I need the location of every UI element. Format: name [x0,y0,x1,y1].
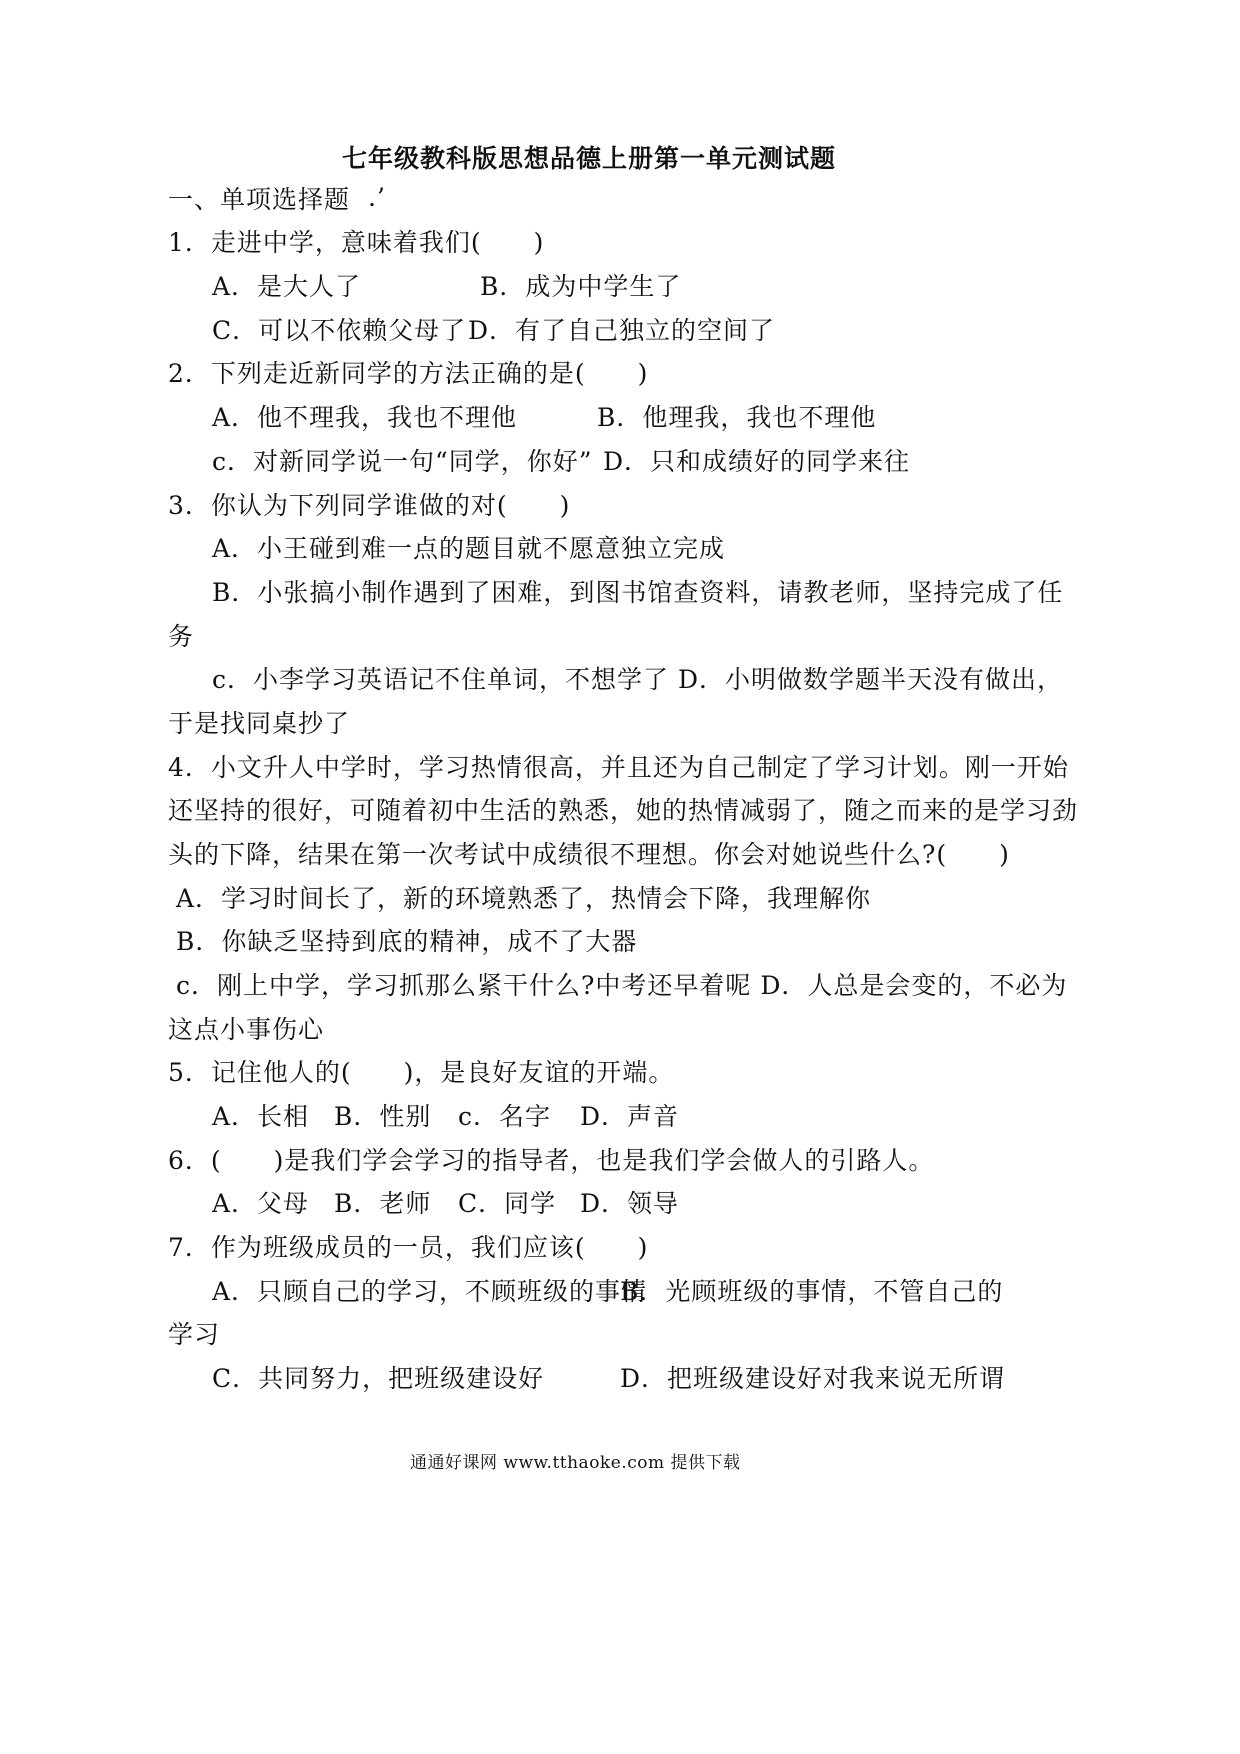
question-2-option-b: B．他理我，我也不理他 [597,403,877,432]
question-6-option-a: A．父母 [212,1189,310,1218]
question-6-option-b: B．老师 [334,1189,432,1218]
question-1-option-c: C．可以不依赖父母了 [212,316,467,345]
question-2-stem: 2．下列走近新同学的方法正确的是( ) [168,359,649,388]
question-2-option-d: D．只和成绩好的同学来往 [603,447,911,476]
question-4-stem-line-1: 4．小文升人中学时，学习热情很高，并且还为自己制定了学习计划。刚一开始 [168,753,1069,782]
question-7-stem: 7．作为班级成员的一员，我们应该( ) [168,1233,649,1262]
question-3-option-a: A．小王碰到难一点的题目就不愿意独立完成 [212,534,726,563]
question-7-option-d: D．把班级建设好对我来说无所谓 [620,1364,1006,1393]
question-5-stem: 5．记住他人的( )，是良好友谊的开端。 [168,1058,675,1087]
question-1-option-d: D．有了自己独立的空间了 [468,316,776,345]
question-3-option-d-cont: 于是找同桌抄了 [168,709,351,738]
question-1-option-a: A．是大人了 [212,272,362,301]
question-7-option-b-cont: 学习 [168,1320,221,1349]
question-5-option-a: A．长相 [212,1102,310,1131]
question-2-option-c: c．对新同学说一句“同学，你好” [212,447,593,476]
question-7-option-b: B．光顾班级的事情，不管自己的 [620,1277,1004,1306]
question-5-option-b: B．性别 [334,1102,432,1131]
question-7-option-a: A．只顾自己的学习，不顾班级的事情 [212,1277,648,1306]
question-3-option-b-cont: 务 [168,622,195,651]
question-3-option-c-d: c．小李学习英语记不住单词，不想学了 D．小明做数学题半天没有做出， [212,665,1063,694]
question-5-option-c: c．名字 [458,1102,552,1131]
question-1-stem: 1．走进中学，意味着我们( ) [168,228,545,257]
question-6-stem: 6．( )是我们学会学习的指导者，也是我们学会做人的引路人。 [168,1146,935,1175]
question-5-option-d: D．声音 [580,1102,680,1131]
question-4-stem-line-3: 头的下降，结果在第一次考试中成绩很不理想。你会对她说些什么?( ) [168,840,1010,869]
question-3-option-b: B．小张搞小制作遇到了困难，到图书馆查资料，请教老师，坚持完成了任 [212,578,1064,607]
question-4-option-a: A．学习时间长了，新的环境熟悉了，热情会下降，我理解你 [176,884,872,913]
section-mark: .’ [368,183,386,212]
question-3-stem: 3．你认为下列同学谁做的对( ) [168,491,571,520]
page-footer: 通通好课网 www.tthaoke.com 提供下载 [410,1453,741,1473]
question-4-option-d-cont: 这点小事伤心 [168,1015,325,1044]
question-7-option-c: C．共同努力，把班级建设好 [212,1364,545,1393]
question-4-option-c-d: c．刚上中学，学习抓那么紧干什么?中考还早着呢 D．人总是会变的，不必为 [176,971,1068,1000]
question-1-option-b: B．成为中学生了 [480,272,682,301]
question-4-stem-line-2: 还坚持的很好，可随着初中生活的熟悉，她的热情减弱了，随之而来的是学习劲 [168,796,1079,825]
section-heading: 一、单项选择题 [168,185,351,214]
question-4-option-b: B．你缺乏坚持到底的精神，成不了大器 [176,927,638,956]
question-6-option-d: D．领导 [580,1189,680,1218]
page-title: 七年级教科版思想品德上册第一单元测试题 [342,144,837,173]
question-6-option-c: C．同学 [458,1189,557,1218]
question-2-option-a: A．他不理我，我也不理他 [212,403,518,432]
